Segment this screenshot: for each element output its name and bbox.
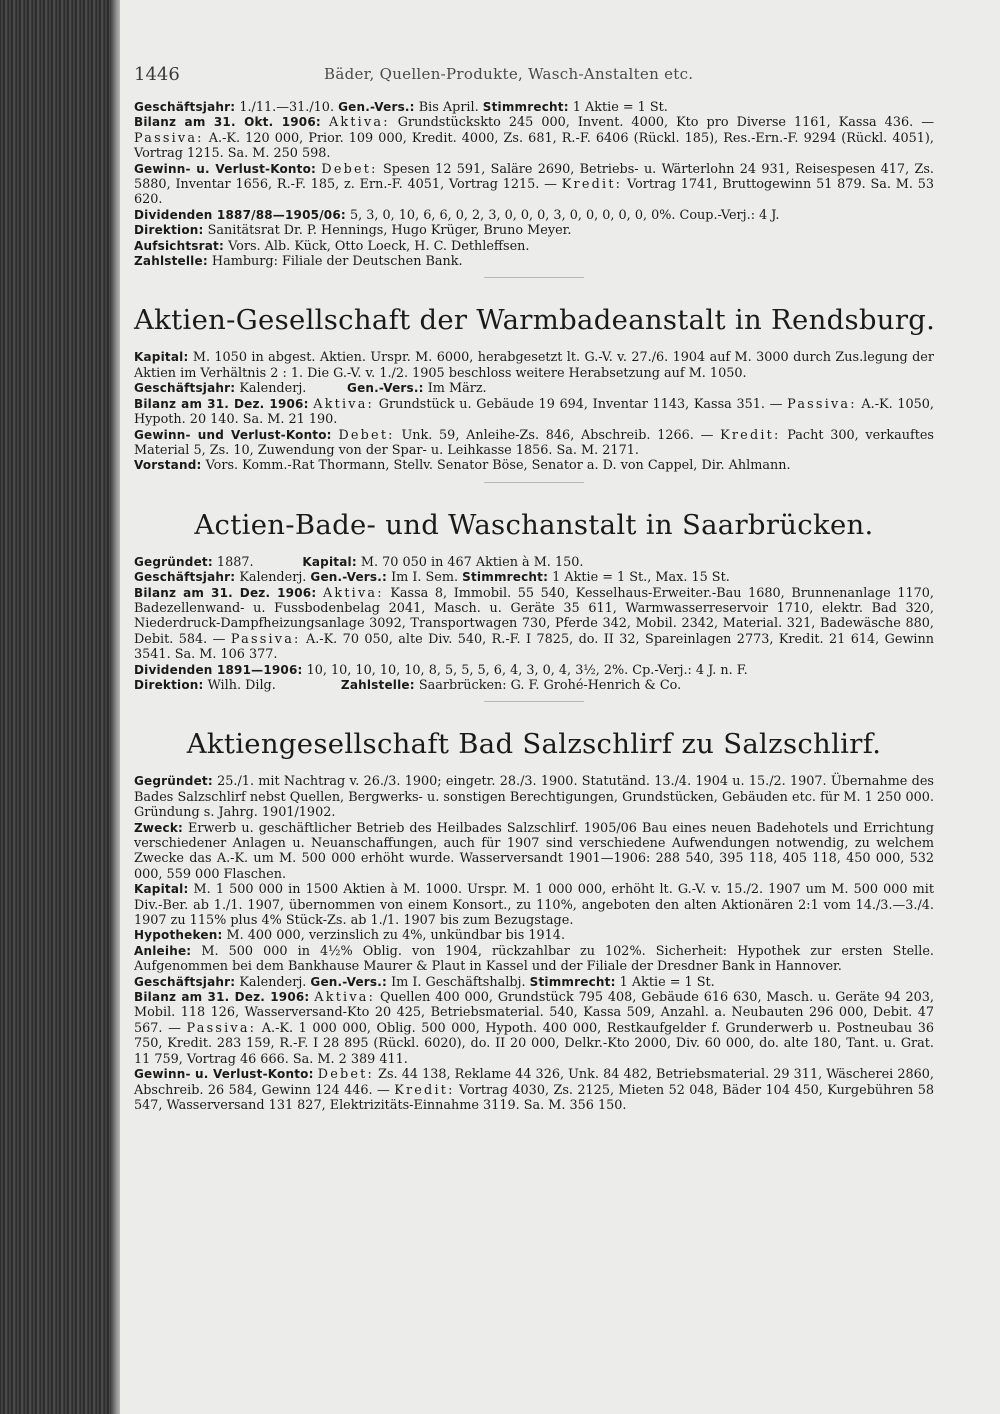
label-aktiva: Aktiva: bbox=[328, 115, 390, 131]
label-geschaeftsjahr: Geschäftsjahr: bbox=[134, 974, 236, 989]
label-aktiva: Aktiva: bbox=[313, 396, 375, 412]
label-zahlstelle: Zahlstelle: bbox=[340, 677, 415, 692]
paragraph-bilanz bbox=[134, 115, 934, 161]
page-header bbox=[134, 64, 934, 88]
paragraph-gegruendet bbox=[134, 555, 934, 570]
label-guv: Gewinn- und Verlust-Konto: bbox=[134, 427, 332, 442]
paragraph-zweck bbox=[134, 821, 934, 883]
text-genvers: Im I. Geschäftshalbj. bbox=[387, 974, 530, 990]
paragraph-anleihe bbox=[134, 944, 934, 975]
label-stimmrecht: Stimmrecht: bbox=[529, 974, 616, 989]
paragraph-guv bbox=[134, 1067, 934, 1113]
text-dividenden: 5, 3, 0, 10, 6, 6, 0, 2, 3, 0, 0, 0, 3, 0, 0, 0, 0, 0, 0%. Coup.-Verj.: 4 J. bbox=[345, 207, 780, 223]
text-passiva: A.-K. 120 000, Prior. 109 000, Kredit. 4000, Zs. 681, R.-F. 6406 (Rückl. 185), Res.-Ern.-F. 9294 (Rückl. 4051), Vortrag 1215. Sa. M. 250 598. bbox=[134, 130, 934, 162]
label-hypotheken: Hypotheken: bbox=[134, 928, 223, 943]
label-anleihe: Anleihe: bbox=[134, 943, 192, 958]
text-kredit: Pacht 300, verkauftes Material 5, Zs. 10, Zuwendung von der Spar- u. Leihkasse 1856. Sa. M. 2171. bbox=[134, 427, 934, 458]
text-passiva: A.-K. 70 050, alte Div. 540, R.-F. I 7825, do. II 32, Spareinlagen 2773, Kredit. 21 614, Gewinn 3541. Sa. M. 106 377. bbox=[134, 631, 934, 663]
paragraph-direktion bbox=[134, 678, 934, 693]
text-vorstand: Vors. Komm.-Rat Thormann, Stellv. Senator Böse, Senator a. D. von Cappel, Dir. Ahlmann. bbox=[201, 458, 791, 474]
entry-title: Aktiengesellschaft Bad Salzschlirf zu Salzschlirf. bbox=[186, 728, 882, 761]
text-aktiva: Grundstück u. Gebäude 19 694, Inventar 1143, Kassa 351. — bbox=[374, 396, 788, 412]
label-debet: Debet: bbox=[317, 1067, 374, 1083]
label-direktion: Direktion: bbox=[134, 223, 204, 238]
label-zweck: Zweck: bbox=[134, 820, 184, 835]
label-stimmrecht: Stimmrecht: bbox=[462, 570, 549, 585]
label-passiva: Passiva: bbox=[787, 396, 857, 412]
label-bilanz: Bilanz am 31. Dez. 1906: bbox=[134, 990, 310, 1005]
paragraph-geschaeftsjahr bbox=[134, 100, 934, 115]
label-genvers: Gen.-Vers.: bbox=[338, 100, 415, 114]
document-page bbox=[120, 0, 1000, 1414]
label-kredit: Kredit: bbox=[394, 1082, 455, 1098]
text-genvers: Bis April. bbox=[414, 100, 483, 115]
label-bilanz: Bilanz am 31. Dez. 1906: bbox=[134, 585, 317, 600]
text-geschaeftsjahr: Kalenderj. bbox=[235, 974, 311, 990]
label-stimmrecht: Stimmrecht: bbox=[482, 100, 569, 114]
text-gegruendet: 25./1. mit Nachtrag v. 26./3. 1900; eingetr. 28./3. 1900. Statutänd. 13./4. 1904 u. 15./2. 1907. Übernahme des Bades Salzschlirf nebst Quellen, Bergwerks- u. sonstigen Berechtigungen, Grundstücken, Gebäuden etc. für M. 1 250 000. Gründung s. Jahrg. 1901/1902. bbox=[134, 774, 934, 821]
paragraph-zahlstelle bbox=[134, 254, 934, 269]
label-kredit: Kredit: bbox=[720, 427, 781, 443]
label-geschaeftsjahr: Geschäftsjahr: bbox=[134, 100, 236, 114]
paragraph-kapital bbox=[134, 882, 934, 928]
label-vorstand: Vorstand: bbox=[134, 458, 202, 473]
paragraph-guv bbox=[134, 428, 934, 459]
text-geschaeftsjahr: Kalenderj. bbox=[235, 570, 311, 586]
entry-title: Aktien-Gesellschaft der Warmbadeanstalt in Rendsburg. bbox=[134, 304, 936, 337]
paragraph-kapital bbox=[134, 350, 934, 381]
label-dividenden: Dividenden 1891—1906: bbox=[134, 662, 303, 677]
text-aktiva: Quellen 400 000, Grundstück 795 408, Gebäude 616 630, Masch. u. Geräte 94 203, Mobil. 118 126, Wasserversand-Kto 20 425, Betriebsmaterial. 540, Kassa 509, Anzahl. a. Neubauten 296 000, Debit. 47 567. — bbox=[134, 990, 934, 1036]
text-stimmrecht: 1 Aktie = 1 St. bbox=[568, 100, 668, 115]
label-kapital: Kapital: bbox=[134, 882, 189, 897]
label-geschaeftsjahr: Geschäftsjahr: bbox=[134, 570, 236, 585]
label-kredit: Kredit: bbox=[561, 177, 623, 193]
label-gegruendet: Gegründet: bbox=[134, 554, 213, 569]
text-hypotheken: M. 400 000, verzinslich zu 4%, unkündbar bis 1914. bbox=[222, 928, 566, 944]
text-genvers: Im März. bbox=[423, 381, 487, 397]
text-kredit: Vortrag 1741, Bruttogewinn 51 879. Sa. M. 53 620. bbox=[134, 177, 935, 208]
label-direktion: Direktion: bbox=[134, 677, 204, 692]
page-content bbox=[134, 100, 934, 1113]
label-gegruendet: Gegründet: bbox=[134, 774, 213, 789]
paragraph-geschaeftsjahr bbox=[134, 381, 934, 396]
label-bilanz: Bilanz am 31. Dez. 1906: bbox=[134, 396, 309, 411]
text-gegruendet: 1887. bbox=[212, 554, 258, 570]
paragraph-bilanz bbox=[134, 397, 934, 428]
text-stimmrecht: 1 Aktie = 1 St., Max. 15 St. bbox=[548, 570, 730, 586]
paragraph-hypotheken bbox=[134, 928, 934, 943]
text-zahlstelle: Hamburg: Filiale der Deutschen Bank. bbox=[207, 254, 463, 270]
text-direktion: Sanitätsrat Dr. P. Hennings, Hugo Krüger, Bruno Meyer. bbox=[203, 223, 572, 239]
paragraph-direktion bbox=[134, 223, 934, 238]
label-passiva: Passiva: bbox=[186, 1020, 257, 1036]
label-debet: Debet: bbox=[321, 161, 378, 177]
text-debet: Spesen 12 591, Saläre 2690, Betriebs- u. Wärterlohn 24 931, Reisespesen 417, Zs. 5880, Inventar 1656, R.-F. 185, z. Ern.-F. 4051, Vortrag 1215. — bbox=[134, 161, 934, 193]
paragraph-geschaeftsjahr bbox=[134, 975, 934, 990]
paragraph-guv bbox=[134, 162, 934, 208]
section-divider bbox=[484, 482, 584, 483]
label-bilanz: Bilanz am 31. Okt. 1906: bbox=[134, 115, 321, 130]
label-genvers: Gen.-Vers.: bbox=[310, 570, 388, 585]
paragraph-aufsichtsrat bbox=[134, 239, 934, 254]
section-divider bbox=[484, 277, 584, 278]
label-dividenden: Dividenden 1887/88—1905/06: bbox=[134, 207, 346, 222]
paragraph-geschaeftsjahr bbox=[134, 570, 934, 585]
label-aktiva: Aktiva: bbox=[314, 990, 376, 1006]
text-passiva: A.-K. 1050, Hypoth. 20 140. Sa. M. 21 190. bbox=[134, 396, 934, 428]
page-number: 1446 bbox=[134, 64, 180, 85]
text-genvers: Im I. Sem. bbox=[387, 570, 463, 586]
text-zweck: Erwerb u. geschäftlicher Betrieb des Heilbades Salzschlirf. 1905/06 Bau eines neuen Badehotels und Errichtung verschiedener Anlagen u. Neuanschaffungen, auch für 1907 sind verschiedene Aufwendungen notwendig, zu welchem Zwecke das A.-K. um M. 500 000 erhöht wurde. Wasserversandt 1901—1906: 288 540, 395 118, 405 118, 450 000, 532 000, 559 000 Flaschen. bbox=[134, 820, 934, 882]
label-kapital: Kapital: bbox=[134, 350, 189, 365]
label-aktiva: Aktiva: bbox=[322, 585, 384, 601]
label-genvers: Gen.-Vers.: bbox=[347, 381, 424, 396]
label-guv: Gewinn- u. Verlust-Konto: bbox=[134, 161, 317, 176]
book-binding bbox=[0, 0, 118, 1414]
text-direktion: Wilh. Dilg. bbox=[203, 677, 280, 693]
label-passiva: Passiva: bbox=[134, 130, 204, 146]
text-kapital: M. 1050 in abgest. Aktien. Urspr. M. 6000, herabgesetzt lt. G.-V. v. 27./6. 1904 auf M. 3000 durch Zus.legung der Aktien im Verhältnis 2 : 1. Die G.-V. v. 1./2. 1905 beschloss weitere Herabsetzung auf M. 1050. bbox=[134, 350, 934, 381]
text-aktiva: Grundstückskto 245 000, Invent. 4000, Kto pro Diverse 1161, Kassa 436. — bbox=[389, 115, 934, 131]
label-geschaeftsjahr: Geschäftsjahr: bbox=[134, 381, 236, 396]
text-aktiva: Kassa 8, Immobil. 55 540, Kesselhaus-Erweiter.-Bau 1680, Brunnenanlage 1170, Badezellenwand- u. Fussbodenbelag 2041, Masch. u. Geräte 35 611, Warmwasserreservoir 1710, elektr. Bad 320, Niederdruck-Dampfheizungsanlage 3092, Transportwagen 730, Pferde 342, Mobil. 2342, Material. 321, Badewäsche 880, Debit. 584. — bbox=[134, 585, 934, 647]
text-dividenden: 10, 10, 10, 10, 10, 8, 5, 5, 5, 6, 4, 3, 0, 4, 3½, 2%. Cp.-Verj.: 4 J. n. F. bbox=[302, 662, 748, 678]
paragraph-bilanz bbox=[134, 586, 934, 663]
text-stimmrecht: 1 Aktie = 1 St. bbox=[615, 974, 715, 990]
paragraph-vorstand bbox=[134, 458, 934, 473]
text-geschaeftsjahr: 1./11.—31./10. bbox=[235, 100, 339, 115]
text-zahlstelle: Saarbrücken: G. F. Grohé-Henrich & Co. bbox=[414, 677, 682, 693]
text-anleihe: M. 500 000 in 4½% Oblig. von 1904, rückzahlbar zu 102%. Sicherheit: Hypothek zur ersten Stelle. Aufgenommen bei dem Bankhause Maurer & Plaut in Kassel und der Filiale der Dresdner Bank in Hannover. bbox=[134, 943, 934, 975]
label-aufsichtsrat: Aufsichtsrat: bbox=[134, 238, 224, 253]
label-kapital: Kapital: bbox=[302, 554, 357, 569]
label-zahlstelle: Zahlstelle: bbox=[134, 254, 208, 269]
text-debet: Unk. 59, Anleihe-Zs. 846, Abschreib. 1266. — bbox=[394, 427, 721, 443]
label-passiva: Passiva: bbox=[230, 631, 301, 647]
text-aufsichtsrat: Vors. Alb. Kück, Otto Loeck, H. C. Dethleffsen. bbox=[224, 238, 530, 254]
text-debet: Zs. 44 138, Reklame 44 326, Unk. 84 482, Betriebsmaterial. 29 311, Wäscherei 2860, Abschreib. 26 584, Gewinn 124 446. — bbox=[134, 1067, 934, 1098]
running-head: Bäder, Quellen-Produkte, Wasch-Anstalten etc. bbox=[324, 65, 694, 83]
paragraph-gegruendet bbox=[134, 774, 934, 820]
entry-continued bbox=[134, 100, 934, 278]
paragraph-dividenden bbox=[134, 663, 934, 678]
entry-salzschlirf bbox=[134, 728, 934, 1113]
entry-saarbruecken bbox=[134, 509, 934, 703]
entry-title: Actien-Bade- und Waschanstalt in Saarbrücken. bbox=[194, 508, 874, 541]
text-geschaeftsjahr: Kalenderj. bbox=[235, 381, 311, 397]
entry-rendsburg bbox=[134, 304, 934, 482]
label-genvers: Gen.-Vers.: bbox=[310, 974, 388, 989]
label-debet: Debet: bbox=[338, 427, 395, 443]
label-guv: Gewinn- u. Verlust-Konto: bbox=[134, 1067, 314, 1082]
text-kapital: M. 70 050 in 467 Aktien à M. 150. bbox=[356, 554, 584, 570]
section-divider bbox=[484, 701, 584, 702]
text-kredit: Vortrag 4030, Zs. 2125, Mieten 52 048, Bäder 104 450, Kurgebühren 58 547, Wasserversand 131 827, Elektrizitäts-Einnahme 3119. Sa. M. 356 150. bbox=[134, 1082, 934, 1113]
text-kapital: M. 1 500 000 in 1500 Aktien à M. 1000. Urspr. M. 1 000 000, erhöht lt. G.-V. v. 15./2. 1907 um M. 500 000 mit Div.-Ber. ab 1./1. 1907, übernommen von einem Konsort., zu 110%, angeboten den alten Aktionären 2:1 vom 14./3.—3./4. 1907 zu 115% plus 4% Stück-Zs. ab 1./1. 1907 bis zum Bezugstage. bbox=[134, 882, 934, 929]
text-passiva: A.-K. 1 000 000, Oblig. 500 000, Hypoth. 400 000, Restkaufgelder f. Grunderwerb u. Postneubau 36 750, Kredit. 283 159, R.-F. I 28 895 (Rückl. 6020), do. II 20 000, Delkr.-Kto 2000, Div. 60 000, do. alte 180, Tant. u. Grat. 11 759, Vortrag 46 666. Sa. M. 2 389 411. bbox=[134, 1020, 934, 1067]
paragraph-dividenden bbox=[134, 208, 934, 223]
paragraph-bilanz bbox=[134, 990, 934, 1067]
